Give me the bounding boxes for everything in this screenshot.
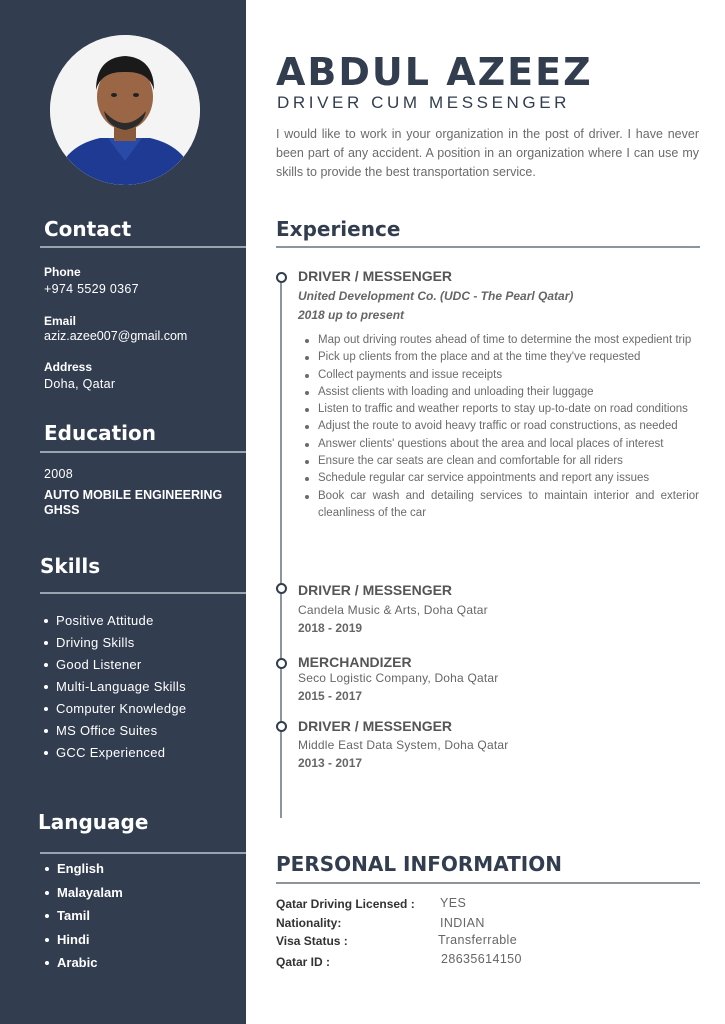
nationality-label: Nationality: (276, 916, 342, 930)
duty-item: Schedule regular car service appointments and report any issues (302, 470, 699, 487)
timeline-node (276, 721, 287, 732)
phone-label: Phone (44, 265, 81, 279)
nationality-value: INDIAN (440, 916, 485, 930)
education-year: 2008 (44, 467, 74, 481)
duty-item: Map out driving routes ahead of time to determine the most expedient trip (302, 332, 699, 349)
skill-item: GCC Experienced (42, 744, 186, 766)
phone-value: +974 5529 0367 (44, 282, 139, 296)
contact-divider (40, 246, 246, 248)
qatar-id-value: 28635614150 (441, 952, 522, 966)
duty-item: Adjust the route to avoid heavy traffic or road constructions, as needed (302, 418, 699, 435)
profile-summary: I would like to work in your organization in the post of driver. I have never been part of any accident. A position in an organization where I can use my skills to provide the best transportation service. (276, 127, 699, 179)
email-value: aziz.azee007@gmail.com (44, 329, 188, 343)
visa-status-value: Transferrable (438, 933, 518, 947)
personal-info-heading: PERSONAL INFORMATION (276, 852, 562, 876)
skill-item: Positive Attitude (42, 612, 186, 634)
duty-item: Listen to traffic and weather reports to stay up-to-date on road conditions (302, 401, 699, 418)
person-portrait-icon (50, 35, 200, 185)
education-degree: AUTO MOBILE ENGINEERING (44, 488, 223, 502)
address-label: Address (44, 360, 93, 374)
job-period: 2018 up to present (298, 308, 405, 322)
job-period: 2013 - 2017 (298, 756, 363, 770)
job-duties-list (302, 332, 699, 522)
education-heading: Education (44, 421, 156, 445)
job-period: 2015 - 2017 (298, 689, 363, 703)
timeline-node (276, 658, 287, 669)
address-value: Doha, Qatar (44, 377, 116, 391)
job-company: Candela Music & Arts, Doha Qatar (298, 603, 488, 617)
experience-heading: Experience (276, 217, 401, 241)
skill-item: Good Listener (42, 656, 186, 678)
skill-item: MS Office Suites (42, 722, 186, 744)
job-company: Middle East Data System, Doha Qatar (298, 738, 509, 752)
duty-item: Ensure the car seats are clean and comfortable for all riders (302, 453, 699, 470)
education-school: GHSS (44, 503, 80, 517)
education-divider (40, 451, 246, 453)
skills-divider (40, 592, 246, 594)
skill-item: Multi-Language Skills (42, 678, 186, 700)
driving-license-label: Qatar Driving Licensed : (276, 897, 415, 911)
language-list (43, 860, 123, 978)
email-label: Email (44, 314, 77, 328)
personal-info-divider (276, 882, 700, 884)
profile-photo (50, 35, 200, 185)
timeline-node (276, 272, 287, 283)
contact-heading: Contact (44, 217, 132, 241)
language-item: Tamil (43, 907, 123, 931)
language-item: Hindi (43, 931, 123, 955)
duty-item: Pick up clients from the place and at the time they've requested (302, 349, 699, 366)
duty-item: Collect payments and issue receipts (302, 367, 699, 384)
job-company: United Development Co. (UDC - The Pearl Qatar) (298, 289, 574, 303)
timeline-node (276, 583, 287, 594)
job-company: Seco Logistic Company, Doha Qatar (298, 671, 499, 685)
job-title: DRIVER / MESSENGER (298, 582, 453, 598)
candidate-role: DRIVER CUM MESSENGER (277, 93, 571, 112)
language-item: English (43, 860, 123, 884)
language-heading: Language (38, 810, 149, 834)
language-divider (40, 852, 246, 854)
duty-item: Answer clients' questions about the area and local places of interest (302, 436, 699, 453)
duty-item: Book car wash and detailing services to maintain interior and exterior cleanliness of the car (302, 488, 699, 523)
language-item: Arabic (43, 954, 123, 978)
job-title: MERCHANDIZER (298, 654, 412, 670)
skill-item: Computer Knowledge (42, 700, 186, 722)
language-item: Malayalam (43, 884, 123, 908)
sidebar (0, 0, 246, 1024)
skills-heading: Skills (40, 554, 101, 578)
duty-item: Assist clients with loading and unloading their luggage (302, 384, 699, 401)
driving-license-value: YES (440, 896, 467, 910)
job-title: DRIVER / MESSENGER (298, 718, 453, 734)
skills-list (42, 612, 186, 766)
experience-divider (276, 246, 700, 248)
visa-status-label: Visa Status : (276, 934, 348, 948)
qatar-id-label: Qatar ID : (276, 955, 331, 969)
candidate-name: ABDUL AZEEZ (276, 50, 593, 94)
timeline-line (280, 278, 282, 818)
job-period: 2018 - 2019 (298, 621, 363, 635)
skill-item: Driving Skills (42, 634, 186, 656)
job-title: DRIVER / MESSENGER (298, 268, 453, 284)
